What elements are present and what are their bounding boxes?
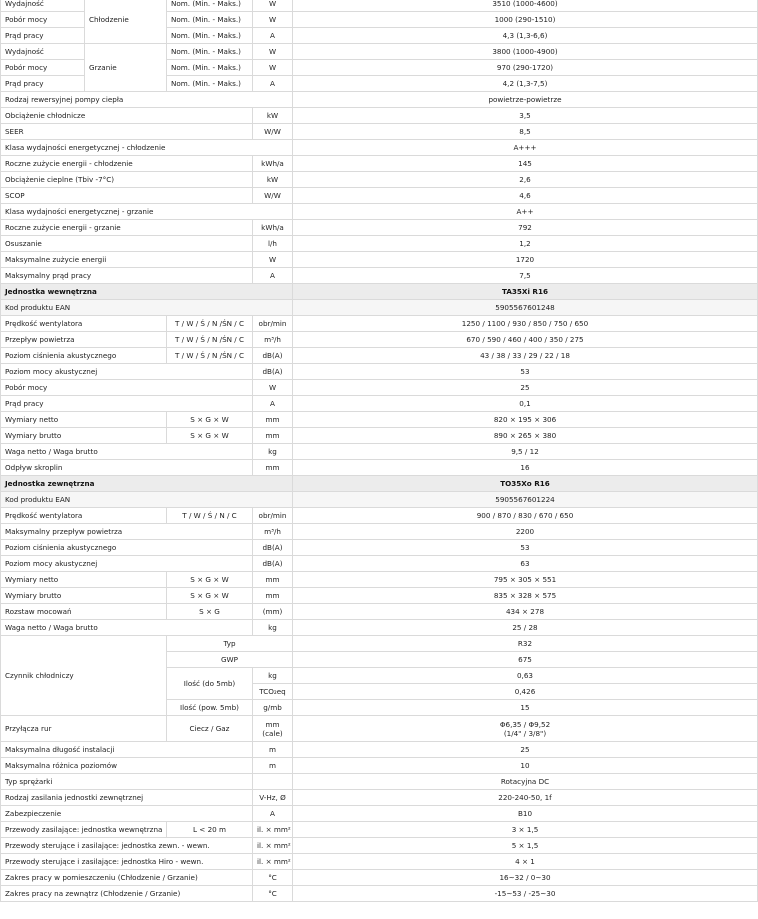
param-label: Przewody zasilające: jednostka wewnętrzna (1, 822, 167, 838)
param-label: Pobór mocy (1, 12, 85, 28)
param-label: Poziom ciśnienia akustycznego (1, 540, 253, 556)
unit-label: W (253, 0, 293, 12)
outdoor-unit-ean-row (1, 492, 758, 508)
value-cell: 43 / 38 / 33 / 29 / 22 / 18 (293, 348, 758, 364)
unit-label: mm (253, 588, 293, 604)
unit-label: A (253, 28, 293, 44)
param-label: Maksymalna różnica poziomów (1, 758, 253, 774)
refrigerant-type-value: R32 (293, 636, 758, 652)
value-cell: 970 (290-1720) (293, 60, 758, 76)
table-row (1, 870, 758, 886)
value-cell: 25 (293, 380, 758, 396)
value-cell: 2200 (293, 524, 758, 540)
unit-label: dB(A) (253, 556, 293, 572)
param-label: Prąd pracy (1, 76, 85, 92)
condition-label: Nom. (Min. - Maks.) (167, 28, 253, 44)
param-label: Wydajność (1, 0, 85, 12)
unit-label: mm (253, 572, 293, 588)
value-cell: 1,2 (293, 236, 758, 252)
value-cell: 4 × 1 (293, 854, 758, 870)
table-row (1, 508, 758, 524)
value-cell: 3510 (1000-4600) (293, 0, 758, 12)
unit-label: TCO₂eq (253, 684, 293, 700)
value-cell: 4,6 (293, 188, 758, 204)
refrigerant-gwp-value: 675 (293, 652, 758, 668)
param-label: Osuszanie (1, 236, 253, 252)
table-row (1, 572, 758, 588)
param-label: Waga netto / Waga brutto (1, 620, 253, 636)
unit-label: A (253, 76, 293, 92)
param-label: Rodzaj rewersyjnej pompy ciepła (1, 92, 293, 108)
condition-label: S × G × W (167, 412, 253, 428)
unit-label: kg (253, 620, 293, 636)
unit-label: W (253, 252, 293, 268)
value-cell: 5 × 1,5 (293, 838, 758, 854)
indoor-unit-ean-row (1, 300, 758, 316)
param-label: Klasa wydajności energetycznej - chłodzenie (1, 140, 293, 156)
unit-label: m (253, 742, 293, 758)
unit-label: il. × mm² (253, 822, 293, 838)
param-label: Pobór mocy (1, 60, 85, 76)
unit-label: l/h (253, 236, 293, 252)
unit-label: obr/min (253, 508, 293, 524)
param-label: Zakres pracy w pomieszczeniu (Chłodzenie / Grzanie) (1, 870, 253, 886)
condition-label: Ciecz / Gaz (167, 716, 253, 742)
condition-label: S × G × W (167, 428, 253, 444)
table-row (1, 524, 758, 540)
param-label: Prąd pracy (1, 28, 85, 44)
value-cell: 4,2 (1,3-7,5) (293, 76, 758, 92)
mode-label-cooling: Chłodzenie (85, 0, 167, 44)
table-row (1, 268, 758, 284)
param-label: Poziom ciśnienia akustycznego (1, 348, 167, 364)
condition-label: S × G × W (167, 588, 253, 604)
condition-label: S × G × W (167, 572, 253, 588)
table-row (1, 412, 758, 428)
table-row (1, 588, 758, 604)
refrigerant-label: Czynnik chłodniczy (1, 636, 167, 716)
param-label: Rodzaj zasilania jednostki zewnętrznej (1, 790, 253, 806)
value-cell: 10 (293, 758, 758, 774)
value-cell: 0,426 (293, 684, 758, 700)
condition-label: Nom. (Min. - Maks.) (167, 0, 253, 12)
unit-label: W (253, 44, 293, 60)
unit-label: m³/h (253, 332, 293, 348)
table-row (1, 540, 758, 556)
value-cell: 4,3 (1,3-6,6) (293, 28, 758, 44)
param-label: Przewody sterujące i zasilające: jednostka Hiro - wewn. (1, 854, 253, 870)
value-cell: 792 (293, 220, 758, 236)
param-label: Prędkość wentylatora (1, 316, 167, 332)
param-label: Zakres pracy na zewnątrz (Chłodzenie / Grzanie) (1, 886, 253, 902)
table-row (1, 556, 758, 572)
condition-label: Nom. (Min. - Maks.) (167, 44, 253, 60)
value-cell: 900 / 870 / 830 / 670 / 650 (293, 508, 758, 524)
value-cell: 795 × 305 × 551 (293, 572, 758, 588)
unit-label: mm (253, 428, 293, 444)
table-row (1, 774, 758, 790)
table-row (1, 124, 758, 140)
condition-label: T / W / Ś / N /ŚN / C (167, 348, 253, 364)
model-name: TA35Xi R16 (293, 284, 758, 300)
table-row (1, 758, 758, 774)
unit-label: kWh/a (253, 156, 293, 172)
unit-line: (cale) (262, 728, 283, 738)
table-row (1, 620, 758, 636)
value-cell: 220-240-50, 1f (293, 790, 758, 806)
param-label: Typ sprężarki (1, 774, 253, 790)
value-cell: 2,6 (293, 172, 758, 188)
unit-label: kW (253, 172, 293, 188)
unit-label: kW (253, 108, 293, 124)
value-cell: 1250 / 1100 / 930 / 850 / 750 / 650 (293, 316, 758, 332)
value-cell: 3 × 1,5 (293, 822, 758, 838)
value-cell: 0,1 (293, 396, 758, 412)
unit-label: mm (253, 412, 293, 428)
table-row (1, 790, 758, 806)
value-cell: 9,5 / 12 (293, 444, 758, 460)
value-cell: 3,5 (293, 108, 758, 124)
table-row (1, 140, 758, 156)
unit-line: mm (265, 719, 280, 729)
unit-label: il. × mm² (253, 838, 293, 854)
unit-label: m (253, 758, 293, 774)
unit-label: kg (253, 668, 293, 684)
refrigerant-charge-label: Ilość (do 5mb) (167, 668, 253, 700)
param-label: Przewody sterujące i zasilające: jednostka zewn. - wewn. (1, 838, 253, 854)
unit-label: A (253, 268, 293, 284)
value-cell: 890 × 265 × 380 (293, 428, 758, 444)
value-cell: 53 (293, 540, 758, 556)
value-cell: 25 (293, 742, 758, 758)
condition-label: S × G (167, 604, 253, 620)
value-cell: 16~32 / 0~30 (293, 870, 758, 886)
table-row (1, 460, 758, 476)
table-row (1, 348, 758, 364)
value-cell: 145 (293, 156, 758, 172)
value-cell: 8,5 (293, 124, 758, 140)
table-row (1, 428, 758, 444)
param-label: Rozstaw mocowań (1, 604, 167, 620)
unit-label (253, 716, 293, 742)
value-cell: 3800 (1000-4900) (293, 44, 758, 60)
value-cell: 53 (293, 364, 758, 380)
unit-label: obr/min (253, 316, 293, 332)
value-line: Φ6,35 / Φ9,52 (499, 719, 551, 729)
condition-label: Nom. (Min. - Maks.) (167, 60, 253, 76)
table-row (1, 204, 758, 220)
value-line: (1/4" / 3/8") (503, 728, 547, 738)
param-label: Roczne zużycie energii - grzanie (1, 220, 253, 236)
param-label: Wymiary brutto (1, 588, 167, 604)
param-label: Obciążenie cieplne (Tbiv -7°C) (1, 172, 253, 188)
ean-label: Kod produktu EAN (1, 492, 293, 508)
refrigerant-row (1, 636, 758, 652)
value-cell: -15~53 / -25~30 (293, 886, 758, 902)
unit-label: g/mb (253, 700, 293, 716)
specification-table-body (1, 0, 758, 902)
unit-label: A (253, 396, 293, 412)
table-row (1, 380, 758, 396)
condition-label: T / W / Ś / N /ŚN / C (167, 332, 253, 348)
value-cell (293, 716, 758, 742)
value-cell: 0,63 (293, 668, 758, 684)
table-row (1, 188, 758, 204)
unit-label (253, 774, 293, 790)
param-label: Poziom mocy akustycznej (1, 556, 253, 572)
table-row (1, 236, 758, 252)
param-label: SCOP (1, 188, 253, 204)
param-label: Poziom mocy akustycznej (1, 364, 253, 380)
value-cell: powietrze-powietrze (293, 92, 758, 108)
table-row (1, 822, 758, 838)
param-label: Obciążenie chłodnicze (1, 108, 253, 124)
unit-label: W (253, 12, 293, 28)
unit-label: °C (253, 870, 293, 886)
outdoor-unit-header (1, 476, 758, 492)
value-cell: B10 (293, 806, 758, 822)
param-label: Prędkość wentylatora (1, 508, 167, 524)
condition-label: L < 20 m (167, 822, 253, 838)
mode-label-heating: Grzanie (85, 44, 167, 92)
section-title: Jednostka zewnętrzna (1, 476, 293, 492)
table-row (1, 0, 758, 12)
value-cell: 1720 (293, 252, 758, 268)
table-row (1, 316, 758, 332)
ean-value: 5905567601224 (293, 492, 758, 508)
unit-label: dB(A) (253, 364, 293, 380)
table-row (1, 108, 758, 124)
value-cell: 434 × 278 (293, 604, 758, 620)
unit-label: °C (253, 886, 293, 902)
unit-label: V-Hz, Ø (253, 790, 293, 806)
refrigerant-type-label: Typ (167, 636, 293, 652)
condition-label: Nom. (Min. - Maks.) (167, 76, 253, 92)
table-row (1, 220, 758, 236)
unit-label: kg (253, 444, 293, 460)
unit-label: W/W (253, 124, 293, 140)
param-label: Waga netto / Waga brutto (1, 444, 253, 460)
model-name: TO35Xo R16 (293, 476, 758, 492)
param-label: Wymiary netto (1, 572, 167, 588)
param-label: Wymiary brutto (1, 428, 167, 444)
refrigerant-extra-label: Ilość (pow. 5mb) (167, 700, 253, 716)
unit-label: mm (253, 460, 293, 476)
value-cell: A+++ (293, 140, 758, 156)
ean-value: 5905567601248 (293, 300, 758, 316)
param-label: Prąd pracy (1, 396, 253, 412)
param-label: Przyłącza rur (1, 716, 167, 742)
unit-label: W (253, 60, 293, 76)
param-label: Wymiary netto (1, 412, 167, 428)
value-cell: 63 (293, 556, 758, 572)
table-row (1, 838, 758, 854)
unit-label: il. × mm² (253, 854, 293, 870)
condition-label: T / W / Ś / N / C (167, 508, 253, 524)
value-cell: 25 / 28 (293, 620, 758, 636)
refrigerant-gwp-label: GWP (167, 652, 293, 668)
param-label: Wydajność (1, 44, 85, 60)
param-label: Klasa wydajności energetycznej - grzanie (1, 204, 293, 220)
unit-label: m³/h (253, 524, 293, 540)
table-row (1, 156, 758, 172)
ean-label: Kod produktu EAN (1, 300, 293, 316)
param-label: Przepływ powietrza (1, 332, 167, 348)
param-label: Maksymalne zużycie energii (1, 252, 253, 268)
unit-label: dB(A) (253, 348, 293, 364)
section-title: Jednostka wewnętrzna (1, 284, 293, 300)
value-cell: 16 (293, 460, 758, 476)
table-row (1, 252, 758, 268)
table-row (1, 44, 758, 60)
table-row (1, 806, 758, 822)
param-label: Odpływ skroplin (1, 460, 253, 476)
table-row (1, 332, 758, 348)
unit-label: (mm) (253, 604, 293, 620)
unit-label: W (253, 380, 293, 396)
table-row (1, 742, 758, 758)
param-label: Pobór mocy (1, 380, 253, 396)
value-cell: 7,5 (293, 268, 758, 284)
table-row (1, 604, 758, 620)
table-row (1, 396, 758, 412)
unit-label: A (253, 806, 293, 822)
param-label: Maksymalna długość instalacji (1, 742, 253, 758)
value-cell: A++ (293, 204, 758, 220)
table-row (1, 364, 758, 380)
indoor-unit-header (1, 284, 758, 300)
pipes-row (1, 716, 758, 742)
value-cell: 820 × 195 × 306 (293, 412, 758, 428)
value-cell: 670 / 590 / 460 / 400 / 350 / 275 (293, 332, 758, 348)
unit-label: kWh/a (253, 220, 293, 236)
unit-label: dB(A) (253, 540, 293, 556)
table-row (1, 886, 758, 902)
param-label: Roczne zużycie energii - chłodzenie (1, 156, 253, 172)
condition-label: T / W / Ś / N /ŚN / C (167, 316, 253, 332)
unit-label: W/W (253, 188, 293, 204)
param-label: Zabezpieczenie (1, 806, 253, 822)
value-cell: Rotacyjna DC (293, 774, 758, 790)
value-cell: 1000 (290-1510) (293, 12, 758, 28)
param-label: Maksymalny prąd pracy (1, 268, 253, 284)
param-label: Maksymalny przepływ powietrza (1, 524, 253, 540)
condition-label: Nom. (Min. - Maks.) (167, 12, 253, 28)
value-cell: 835 × 328 × 575 (293, 588, 758, 604)
value-cell: 15 (293, 700, 758, 716)
table-row (1, 172, 758, 188)
table-row (1, 854, 758, 870)
param-label: SEER (1, 124, 253, 140)
table-row (1, 444, 758, 460)
table-row (1, 92, 758, 108)
